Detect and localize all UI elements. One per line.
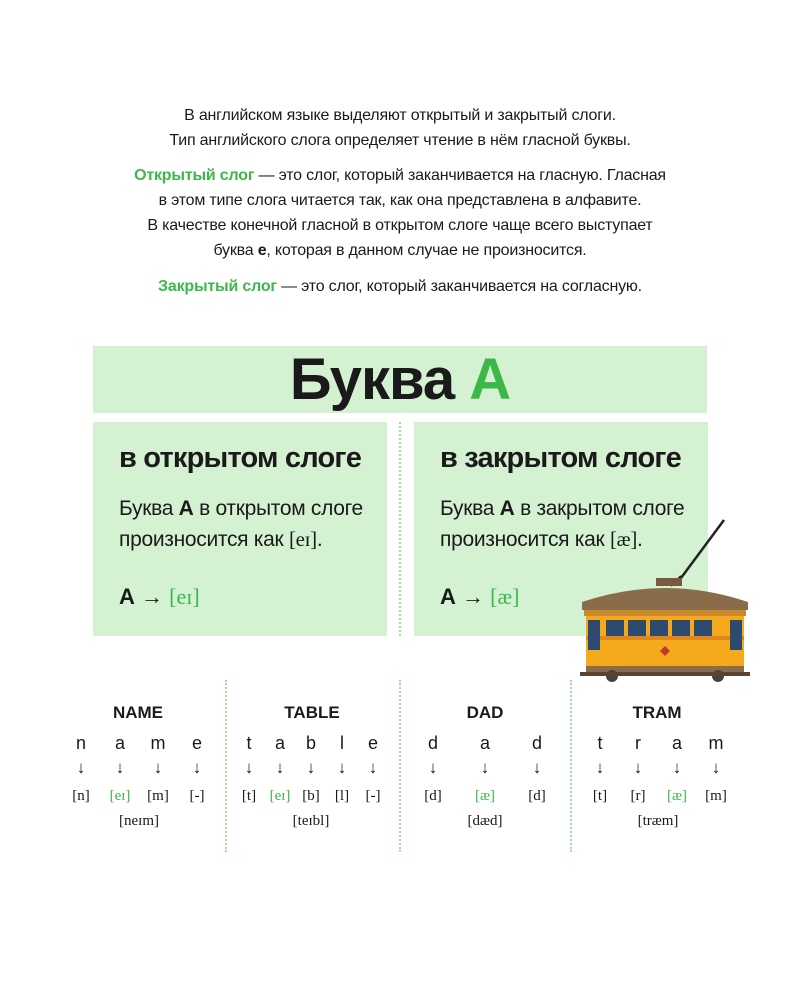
word-sound: [-]: [189, 788, 205, 804]
word-sound: [d]: [528, 788, 546, 804]
word-sound: [r]: [630, 788, 646, 804]
word-letter: t: [246, 733, 252, 753]
intro-line: в этом типе слога читается так, как она представлена в алфавите.: [158, 192, 642, 209]
open-syllable-panel: [93, 422, 387, 636]
down-arrow-icon: ↓: [76, 758, 86, 777]
title-word: Буква: [289, 347, 455, 412]
panel-text-part: в открытом слоге: [193, 497, 363, 520]
word-title: DAD: [466, 703, 504, 722]
open-syllable-definition: — это слог, который заканчивается на гласную. Гласная: [254, 167, 666, 184]
rule-ipa: [eɪ]: [169, 584, 200, 609]
word-sound: [b]: [302, 788, 320, 804]
down-arrow-icon: ↓: [672, 758, 682, 777]
word-letter: b: [305, 733, 317, 753]
intro-bold-letter: e: [257, 242, 267, 259]
down-arrow-icon: ↓: [153, 758, 163, 777]
word-title: NAME: [112, 703, 164, 722]
intro-line: Тип английского слога определяет чтение в нём гласной буквы.: [169, 132, 631, 149]
word-sound: [-]: [365, 788, 381, 804]
rule-arrow: →: [455, 584, 491, 609]
panel-rule: [119, 584, 200, 610]
word-letter: m: [150, 733, 166, 753]
word-letter: a: [671, 733, 683, 753]
panel-bold-letter: A: [178, 497, 194, 520]
word-letter: t: [597, 733, 603, 753]
down-arrow-icon: ↓: [115, 758, 125, 777]
word-sound: [t]: [592, 788, 608, 804]
tram-icon: [578, 518, 752, 688]
rule-letter: A: [440, 584, 456, 609]
page-title: [93, 346, 707, 413]
intro-line: В качестве конечной гласной в открытом слоге чаще всего выступает: [147, 217, 653, 234]
word-sound: [m]: [705, 788, 727, 804]
word-letter: d: [427, 733, 439, 753]
divider: [225, 680, 227, 852]
panel-heading: в закрытом слоге: [440, 442, 681, 474]
down-arrow-icon: ↓: [480, 758, 490, 777]
down-arrow-icon: ↓: [711, 758, 721, 777]
intro-line: [0, 274, 800, 299]
word-title: TABLE: [284, 703, 340, 722]
panel-rule: [440, 584, 519, 610]
panel-text: [119, 494, 363, 555]
intro-text: буква: [213, 242, 258, 259]
word-sound-highlight: [æ]: [667, 788, 687, 804]
word-transcription: [træm]: [637, 813, 679, 829]
down-arrow-icon: ↓: [595, 758, 605, 777]
down-arrow-icon: ↓: [633, 758, 643, 777]
rule-arrow: →: [134, 584, 170, 609]
rule-ipa: [æ]: [490, 584, 520, 609]
word-letter: r: [635, 733, 641, 753]
panel-text-part: Буква: [119, 497, 179, 520]
panel-ipa: [æ]: [609, 527, 638, 551]
divider: [570, 680, 572, 852]
word-sound: [m]: [147, 788, 169, 804]
closed-syllable-definition: — это слог, который заканчивается на согласную.: [276, 278, 642, 295]
divider: [399, 422, 401, 636]
intro-text: , которая в данном случае не произносится.: [266, 242, 587, 259]
divider: [399, 680, 401, 852]
intro-paragraph-1: [0, 103, 800, 153]
panel-text-part: Буква: [440, 497, 500, 520]
rule-letter: A: [119, 584, 135, 609]
down-arrow-icon: ↓: [337, 758, 347, 777]
panel-ipa: [eɪ]: [288, 527, 317, 551]
closed-syllable-term: Закрытый слог: [158, 278, 277, 295]
word-sound: [d]: [424, 788, 442, 804]
intro-paragraph-closed: [0, 274, 800, 299]
panel-text-part: .: [316, 528, 323, 551]
panel-text-part: произносится как: [440, 528, 610, 551]
word-letter: n: [75, 733, 87, 753]
word-sound-highlight: [eɪ]: [109, 788, 131, 804]
word-letter: e: [191, 733, 203, 753]
word-sound-highlight: [æ]: [475, 788, 495, 804]
panel-bold-letter: A: [499, 497, 515, 520]
down-arrow-icon: ↓: [428, 758, 438, 777]
word-sound: [t]: [241, 788, 257, 804]
word-letter: l: [340, 733, 344, 753]
word-letter: a: [479, 733, 491, 753]
panel-text-part: произносится как: [119, 528, 289, 551]
panel-text-part: в закрытом слоге: [514, 497, 685, 520]
word-transcription: [neɪm]: [119, 813, 159, 829]
down-arrow-icon: ↓: [244, 758, 254, 777]
word-sound: [n]: [72, 788, 90, 804]
word-letter: a: [114, 733, 126, 753]
word-letter: m: [708, 733, 724, 753]
word-transcription: [teɪbl]: [292, 813, 330, 829]
panel-heading: в открытом слоге: [119, 442, 362, 474]
down-arrow-icon: ↓: [306, 758, 316, 777]
down-arrow-icon: ↓: [275, 758, 285, 777]
word-transcription: [dæd]: [467, 813, 503, 829]
down-arrow-icon: ↓: [192, 758, 202, 777]
down-arrow-icon: ↓: [532, 758, 542, 777]
word-letter: a: [274, 733, 286, 753]
intro-line: В английском языке выделяют открытый и закрытый слоги.: [184, 107, 616, 124]
word-letter: d: [531, 733, 543, 753]
open-syllable-term: Открытый слог: [134, 167, 255, 184]
title-letter: A: [469, 347, 511, 412]
word-sound-highlight: [eɪ]: [269, 788, 291, 804]
panel-text-part: .: [637, 528, 643, 551]
intro-line: [0, 163, 800, 188]
word-sound: [l]: [334, 788, 350, 804]
down-arrow-icon: ↓: [368, 758, 378, 777]
word-title: TRAM: [632, 703, 682, 722]
word-letter: e: [367, 733, 379, 753]
intro-paragraph-open: [0, 163, 800, 263]
intro-line: [0, 238, 800, 263]
